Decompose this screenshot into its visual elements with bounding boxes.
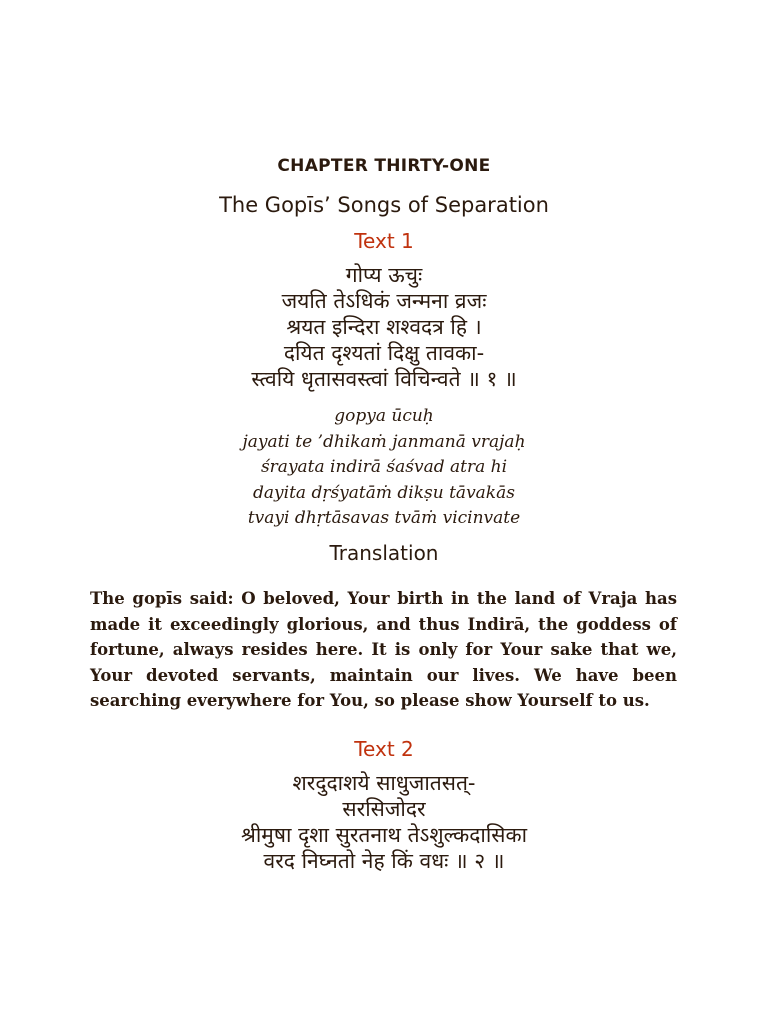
transliteration-line: gopya ūcuḥ (334, 406, 434, 426)
devanagari-line: शरदुदाशये साधुजातसत्- (292, 771, 476, 795)
transliteration-line: tvayi dhṛtāsavas tvāṁ vicinvate (247, 508, 521, 528)
devanagari-line: श्रीमुषा दृशा सुरतनाथ तेऽशुल्कदासिका (240, 823, 528, 847)
devanagari-line: श्रयत इन्दिरा शश्वदत्र हि । (286, 315, 482, 339)
text-2-label: Text 2 (354, 737, 414, 761)
translation-paragraph: The gopīs said: O beloved, Your birth in the land of Vraja has made it exceedingly glorious, and thus Indirā, the goddess of fortune, always resides here. It is only for Your sake that we, Your devoted servants, maintain our lives. We have been searching everywhere for You, so please show Yourself to us. (90, 589, 677, 710)
devanagari-line: जयति तेऽधिकं जन्मना व्रजः (281, 289, 487, 313)
chapter-heading: CHAPTER THIRTY-ONE (277, 156, 491, 176)
translation-heading: Translation (329, 541, 439, 565)
transliteration-line: dayita dṛśyatāṁ dikṣu tāvakās (253, 482, 515, 503)
devanagari-line: सरसिजोदर (342, 797, 426, 821)
devanagari-line: गोप्य ऊचुः (345, 263, 423, 287)
text-2-devanagari (0, 770, 768, 874)
transliteration-line: jayati te ’dhikaṁ janmanā vrajaḥ (242, 431, 526, 452)
devanagari-line: स्त्वयि धृतासवस्त्वां विचिन्वते ॥ १ ॥ (251, 367, 517, 391)
devanagari-line: वरद निघ्नतो नेह किं वधः ॥ २ ॥ (263, 849, 505, 873)
chapter-title: The Gopīs’ Songs of Separation (219, 193, 549, 217)
text-1-label: Text 1 (354, 229, 414, 253)
devanagari-line: दयित दृश्यतां दिक्षु तावका- (283, 341, 485, 365)
text-1-transliteration (0, 404, 768, 532)
text-1-devanagari (0, 262, 768, 392)
transliteration-line: śrayata indirā śaśvad atra hi (260, 457, 508, 477)
